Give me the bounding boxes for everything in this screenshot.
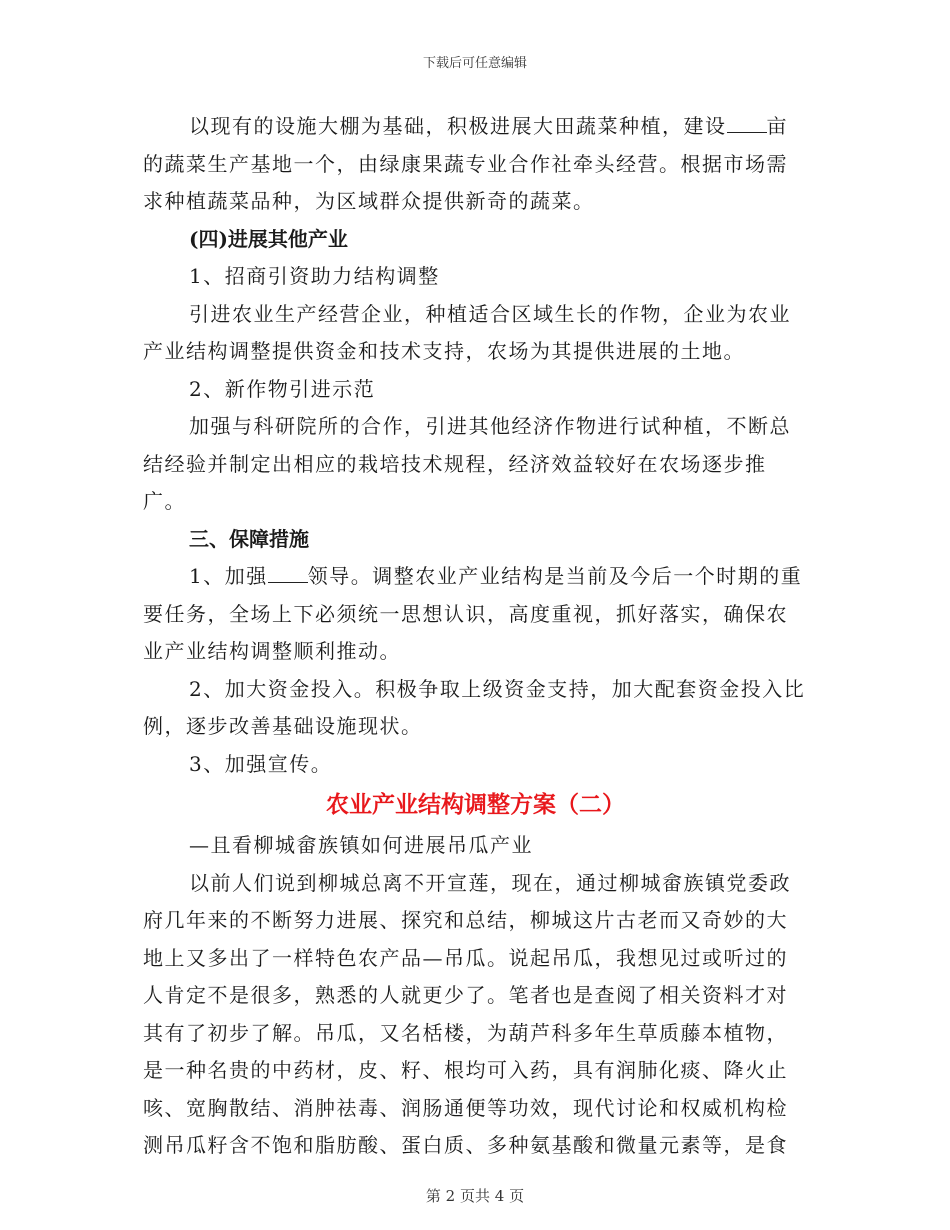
paragraph-text: 亩的蔬菜生产基地一个，由绿康果蔬专业合作社牵头经营。根据市场需求种植蔬菜品种，为区域群众提供新奇的蔬菜。 bbox=[143, 114, 788, 213]
paragraph-gourd-industry: 以前人们说到柳城总离不开宣莲，现在，通过柳城畲族镇党委政府几年来的不断努力进展、探究和总结，柳城这片古老而又奇妙的大地上又多出了一样特色农产品—吊瓜。说起吊瓜，我想见过或听过的人肯定不是很多，熟悉的人就更少了。笔者也是查阅了相关资料才对其有了初步了解。吊瓜，又名栝楼，为葫芦科多年生草质藤本植物，是一种名贵的中药材，皮、籽、根均可入药，具有润肺化痰、降火止咳、宽胸散结、消肿祛毒、润肠通便等功效，现代讨论和权威机构检测吊瓜籽含不饱和脂肪酸、蛋白质、多种氨基酸和微量元素等，是食 bbox=[143, 870, 791, 1157]
subheading-investment: 1、招商引资助力结构调整 bbox=[189, 264, 440, 288]
subheading-new-crops: 2、新作物引进示范 bbox=[189, 376, 376, 401]
document-title-part-two: 农业产业结构调整方案（二） bbox=[326, 792, 625, 818]
blank-underline bbox=[727, 114, 767, 133]
paragraph-funding: 2、加大资金投入。积极争取上级资金支持，加大配套资金投入比例，逐步改善基础设施现状。 bbox=[143, 676, 806, 738]
paragraph-text: 领导。调整农业产业结构是当前及今后一个时期的重要任务，全场上下必须统一思想认识，高度重视，抓好落实，确保农业产业结构调整顺利推动。 bbox=[143, 564, 803, 663]
paragraph-leadership bbox=[143, 558, 808, 671]
paragraph-text: 以现有的设施大棚为基础，积极进展大田蔬菜种植，建设 bbox=[189, 114, 727, 138]
section-heading-other-industries: (四)进展其他产业 bbox=[189, 226, 348, 251]
paragraph-vegetable-base bbox=[143, 108, 808, 221]
section-heading-safeguards: 三、保障措施 bbox=[189, 526, 309, 551]
document-body bbox=[143, 108, 808, 1165]
blank-underline bbox=[268, 564, 308, 583]
paragraph-publicity: 3、加强宣传。 bbox=[189, 751, 333, 776]
paragraph-text: 1、加强 bbox=[189, 564, 268, 588]
paragraph-new-crops: 加强与科研院所的合作，引进其他经济作物进行试种植，不断总结经验并制定出相应的栽培技术规程，经济效益较好在农场逐步推广。 bbox=[143, 414, 791, 513]
paragraph-investment: 引进农业生产经营企业，种植适合区域生长的作物，企业为农业产业结构调整提供资金和技术支持，农场为其提供进展的土地。 bbox=[143, 301, 791, 363]
page-footer: 第 2 页共 4 页 bbox=[425, 1187, 525, 1205]
page-header: 下载后可任意编辑 bbox=[422, 56, 527, 71]
document-subtitle: —且看柳城畲族镇如何进展吊瓜产业 bbox=[189, 833, 533, 857]
